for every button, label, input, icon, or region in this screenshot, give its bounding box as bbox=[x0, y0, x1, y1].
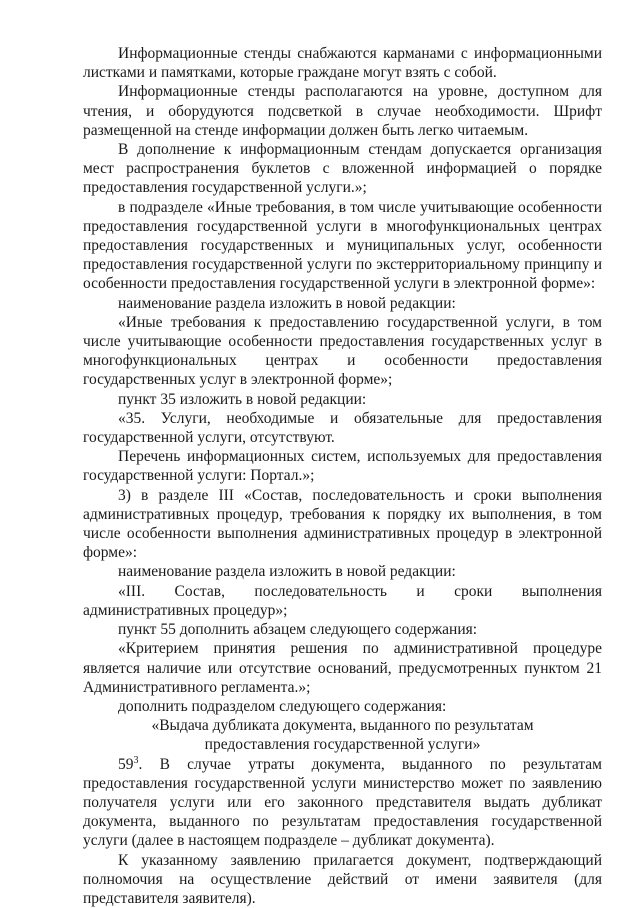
paragraph-other-requirements-subsection: в подразделе «Иные требования, в том числе учитывающие особенности предоставления государственной услуги в многофункциональных центрах предоставления государственных и муниципальных услуг, особенности предоставления государственной услуги по экстерриториальному принципу и особенности предоставления государственной услуги в электронной форме»: bbox=[83, 198, 602, 293]
paragraph-section-3-new-title: «III. Состав, последовательность и сроки выполнения административных процедур»; bbox=[83, 582, 602, 619]
paragraph-item-35-instruction: пункт 35 изложить в новой редакции: bbox=[118, 390, 367, 408]
paragraph-decision-criterion: «Критерием принятия решения по административной процедуре является наличие или отсутствие оснований, предусмотренных пунктом 21 Административного регламента.»; bbox=[83, 640, 602, 696]
item-text: . В случае утраты документа, выданного по результатам предоставления государственной услуги министерство может по заявлению получателя услуги или его законного представителя выдать дубликат документа, выданного по результатам предоставления государственной услуги (далее в настоящем подразделе – дубликат документа). bbox=[83, 755, 602, 850]
paragraph-section-3: 3) в разделе III «Состав, последовательность и сроки выполнения административных процедур, требования к порядку их выполнения, в том числе особенности выполнения административных процедур в электронной форме»: bbox=[83, 486, 602, 562]
paragraph-item-59-3 bbox=[83, 755, 602, 851]
subheading-line-2: предоставления государственной услуги» bbox=[204, 736, 481, 754]
paragraph-stands-pockets: Информационные стенды снабжаются карманами с информационными листками и памятками, которые граждане могут взять с собой. bbox=[83, 45, 602, 82]
paragraph-section-title-instruction-2: наименование раздела изложить в новой редакции: bbox=[118, 563, 456, 581]
document-page bbox=[83, 44, 602, 908]
subheading-line-1: «Выдача дубликата документа, выданного по результатам bbox=[151, 717, 534, 735]
paragraph-information-systems: Перечень информационных систем, используемых для предоставления государственной услуги: Портал.»; bbox=[83, 448, 602, 485]
paragraph-booklets: В дополнение к информационным стендам допускается организация мест распространения буклетов с вложенной информацией о порядке предоставления государственной услуги.»; bbox=[83, 141, 602, 197]
subheading-duplicate bbox=[83, 716, 602, 754]
paragraph-new-section-title: «Иные требования к предоставлению государственной услуги, в том числе учитывающие особенности предоставления государственных услуг в многофункциональных центрах и особенности предоставления государственных услуг в электронной форме»; bbox=[83, 313, 602, 389]
paragraph-item-35-text: «35. Услуги, необходимые и обязательные для предоставления государственной услуги, отсутствуют. bbox=[83, 409, 602, 447]
paragraph-attached-document: К указанному заявлению прилагается документ, подтверждающий полномочия на осуществление действий от имени заявителя (для представителя заявителя). bbox=[83, 851, 602, 907]
item-number-superscript: 3 bbox=[133, 754, 139, 766]
paragraph-section-title-instruction: наименование раздела изложить в новой редакции: bbox=[118, 294, 456, 312]
paragraph-stands-location: Информационные стенды располагаются на уровне, доступном для чтения, и оборудуются подсветкой в случае необходимости. Шрифт размещенной на стенде информации должен быть легко читаемым. bbox=[83, 83, 602, 139]
paragraph-add-subsection: дополнить подразделом следующего содержания: bbox=[118, 697, 447, 715]
item-number: 59 bbox=[118, 755, 134, 773]
paragraph-item-55-instruction: пункт 55 дополнить абзацем следующего содержания: bbox=[118, 621, 478, 639]
